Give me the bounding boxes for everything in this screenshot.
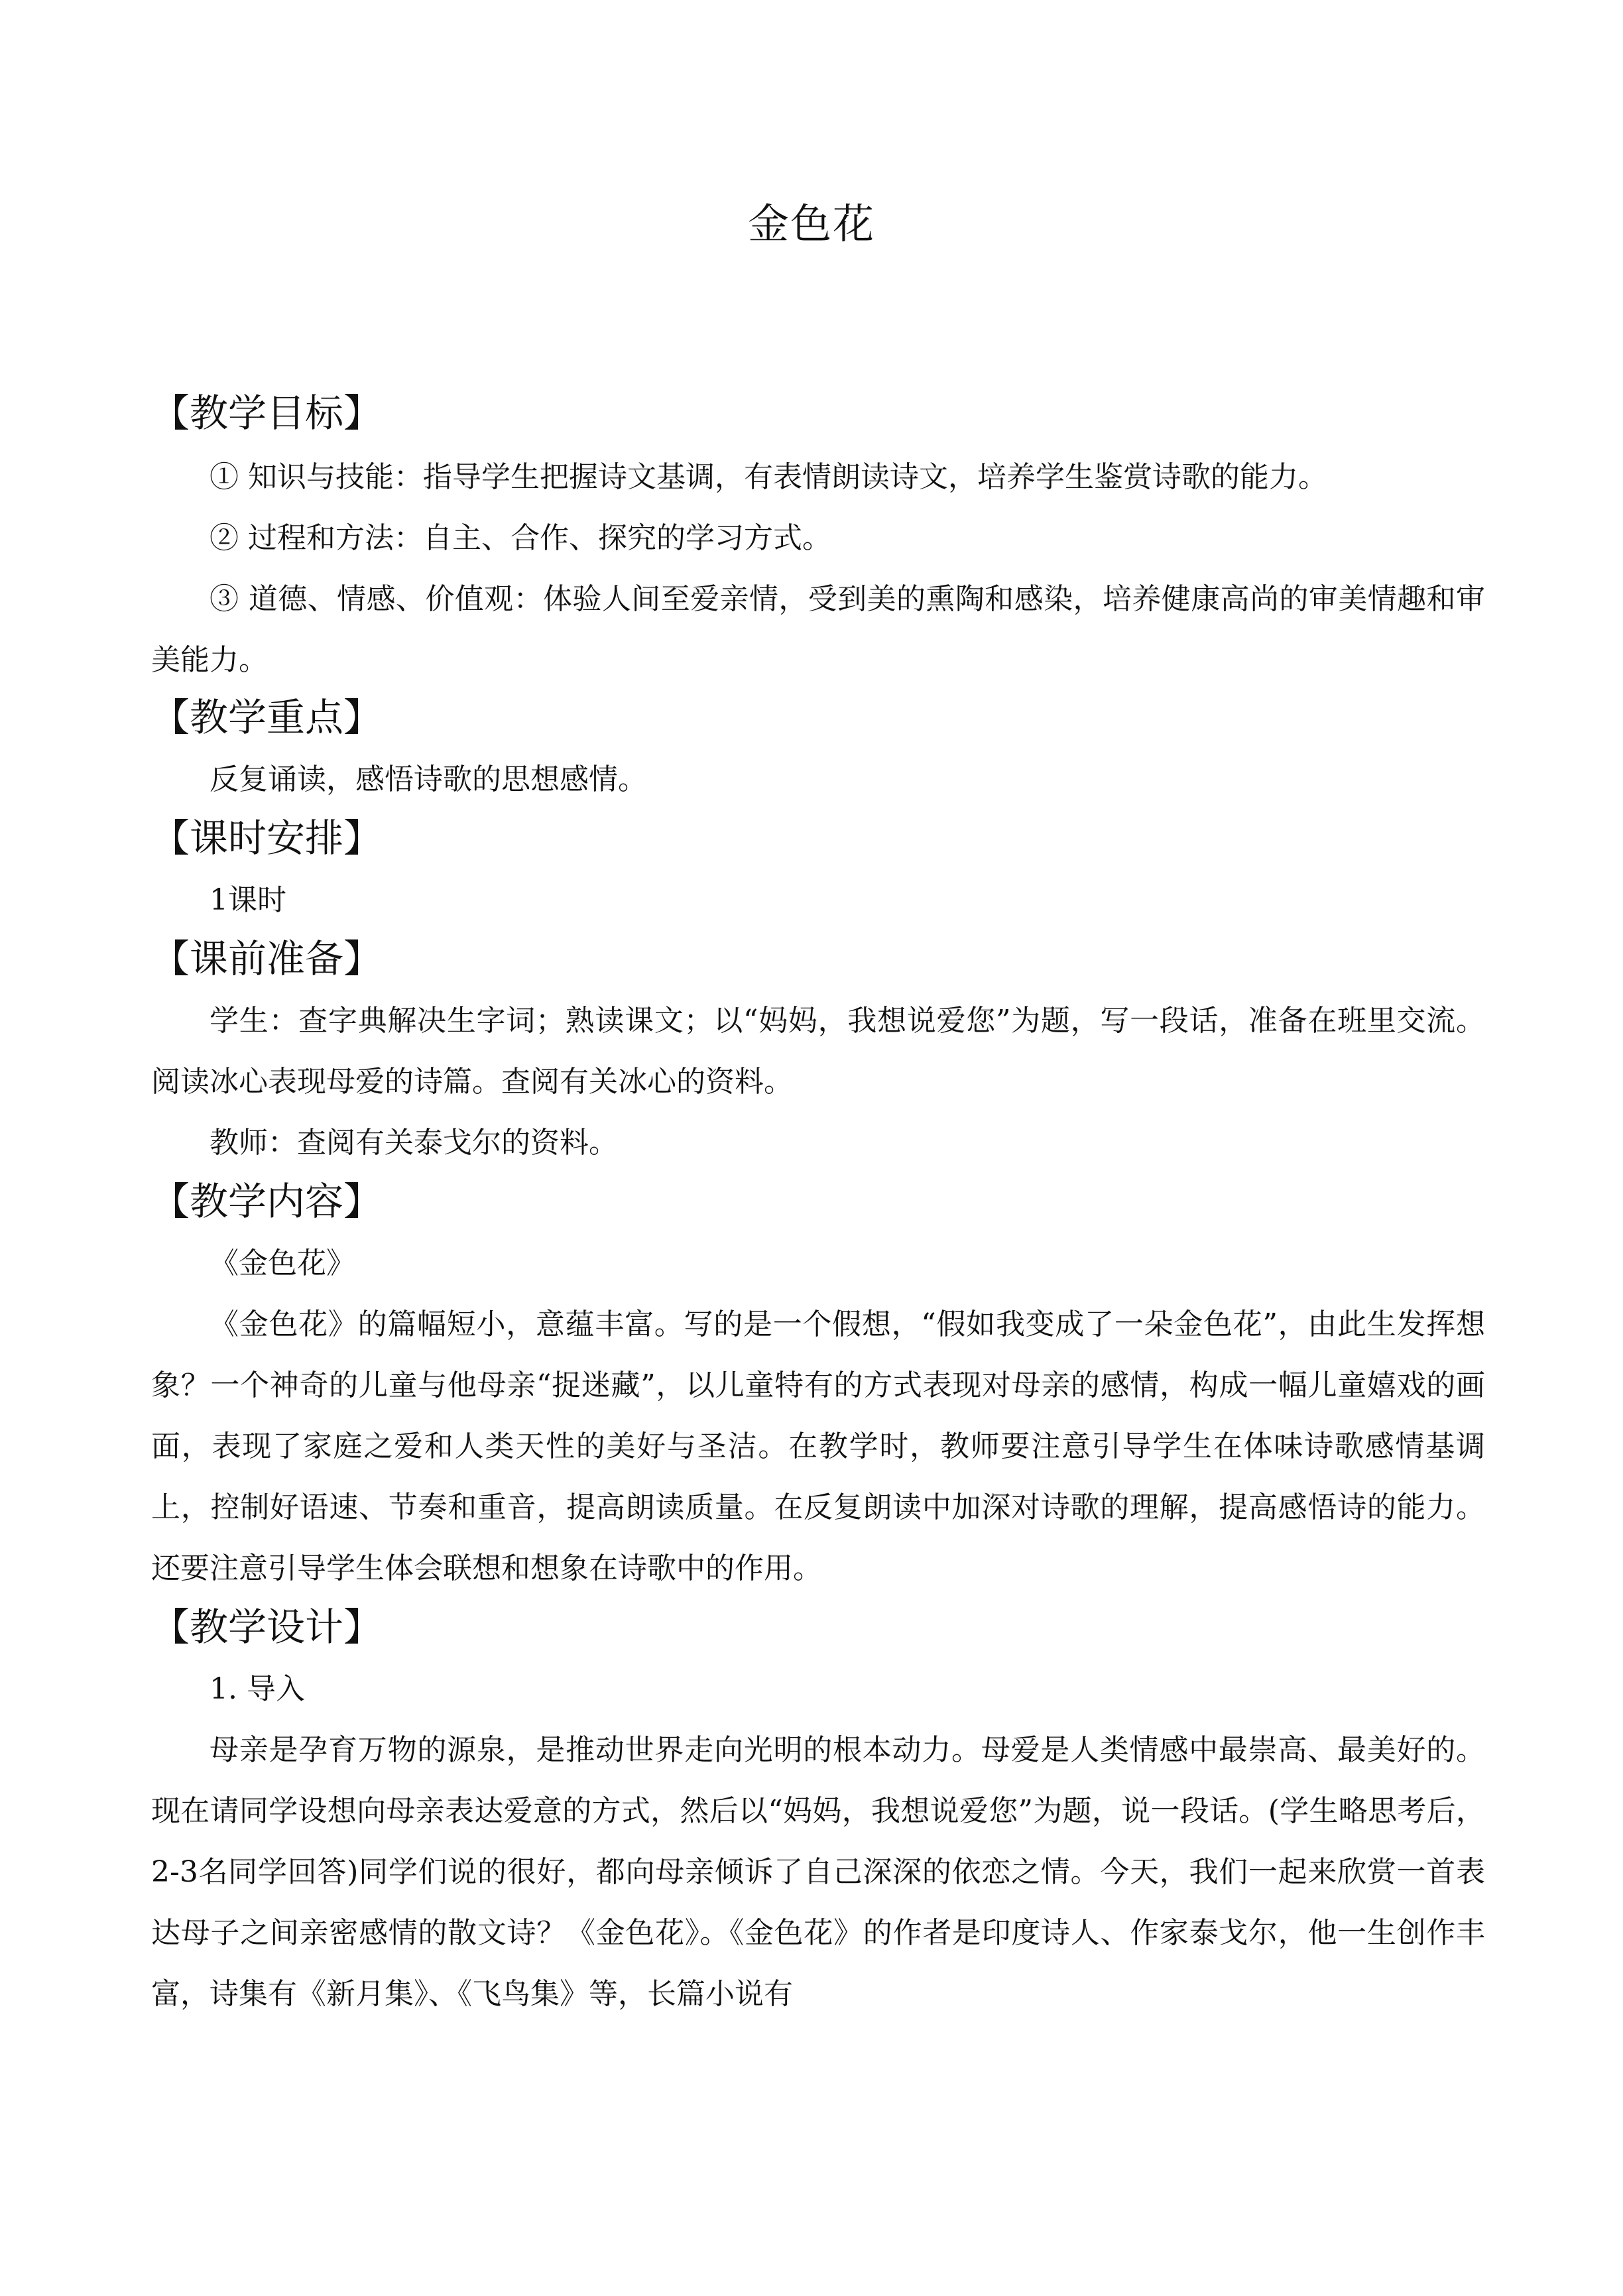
- heading-key-points: 【教学重点】: [151, 695, 383, 740]
- heading-objectives: 【教学目标】: [151, 391, 383, 436]
- objective-knowledge: ① 知识与技能：指导学生把握诗文基调，有表情朗读诗文，培养学生鉴赏诗歌的能力。: [210, 460, 1327, 494]
- page-title: 金色花: [747, 200, 875, 248]
- objective-process: ② 过程和方法：自主、合作、探究的学习方式。: [210, 521, 831, 555]
- key-points-text: 反复诵读，感悟诗歌的思想感情。: [210, 762, 647, 796]
- preparation-teacher: 教师：查阅有关泰戈尔的资料。: [210, 1126, 618, 1160]
- heading-schedule: 【课时安排】: [151, 816, 383, 861]
- heading-preparation: 【课前准备】: [151, 936, 383, 981]
- schedule-text: 1课时: [210, 883, 286, 917]
- content-text: 《金色花》的篇幅短小，意蕴丰富。写的是一个假想，“假如我变成了一朵金色花”，由此生发挥想象？一个神奇的儿童与他母亲“捉迷藏”，以儿童特有的方式表现对母亲的感情，构成一幅儿童嬉戏的画面，表现了家庭之爱和人类天性的美好与圣洁。在教学时，教师要注意引导学生在体味诗歌感情基调上，控制好语速、节奏和重音，提高朗读质量。在反复朗读中加深对诗歌的理解，提高感悟诗的能力。还要注意引导学生体会联想和想象在诗歌中的作用。: [151, 1307, 1485, 1585]
- content-book-title: 《金色花》: [210, 1246, 355, 1280]
- preparation-student: 学生：查字典解决生字词；熟读课文；以“妈妈，我想说爱您”为题，写一段话，准备在班里交流。阅读冰心表现母爱的诗篇。查阅有关冰心的资料。: [151, 1004, 1486, 1099]
- design-step-intro: 1. 导入: [210, 1672, 305, 1706]
- heading-content: 【教学内容】: [151, 1179, 383, 1224]
- objective-values: ③ 道德、情感、价值观：体验人间至爱亲情，受到美的熏陶和感染，培养健康高尚的审美情趣和审美能力。: [151, 582, 1485, 677]
- heading-design: 【教学设计】: [151, 1604, 383, 1650]
- design-text: 母亲是孕育万物的源泉，是推动世界走向光明的根本动力。母爱是人类情感中最崇高、最美好的。现在请同学设想向母亲表达爱意的方式，然后以“妈妈，我想说爱您”为题，说一段话。(学生略思考后，2-3名同学回答)同学们说的很好，都向母亲倾诉了自己深深的依恋之情。今天，我们一起来欣赏一首表达母子之间亲密感情的散文诗？《金色花》。《金色花》的作者是印度诗人、作家泰戈尔，他一生创作丰富，诗集有《新月集》、《飞鸟集》等，长篇小说有: [151, 1733, 1485, 2011]
